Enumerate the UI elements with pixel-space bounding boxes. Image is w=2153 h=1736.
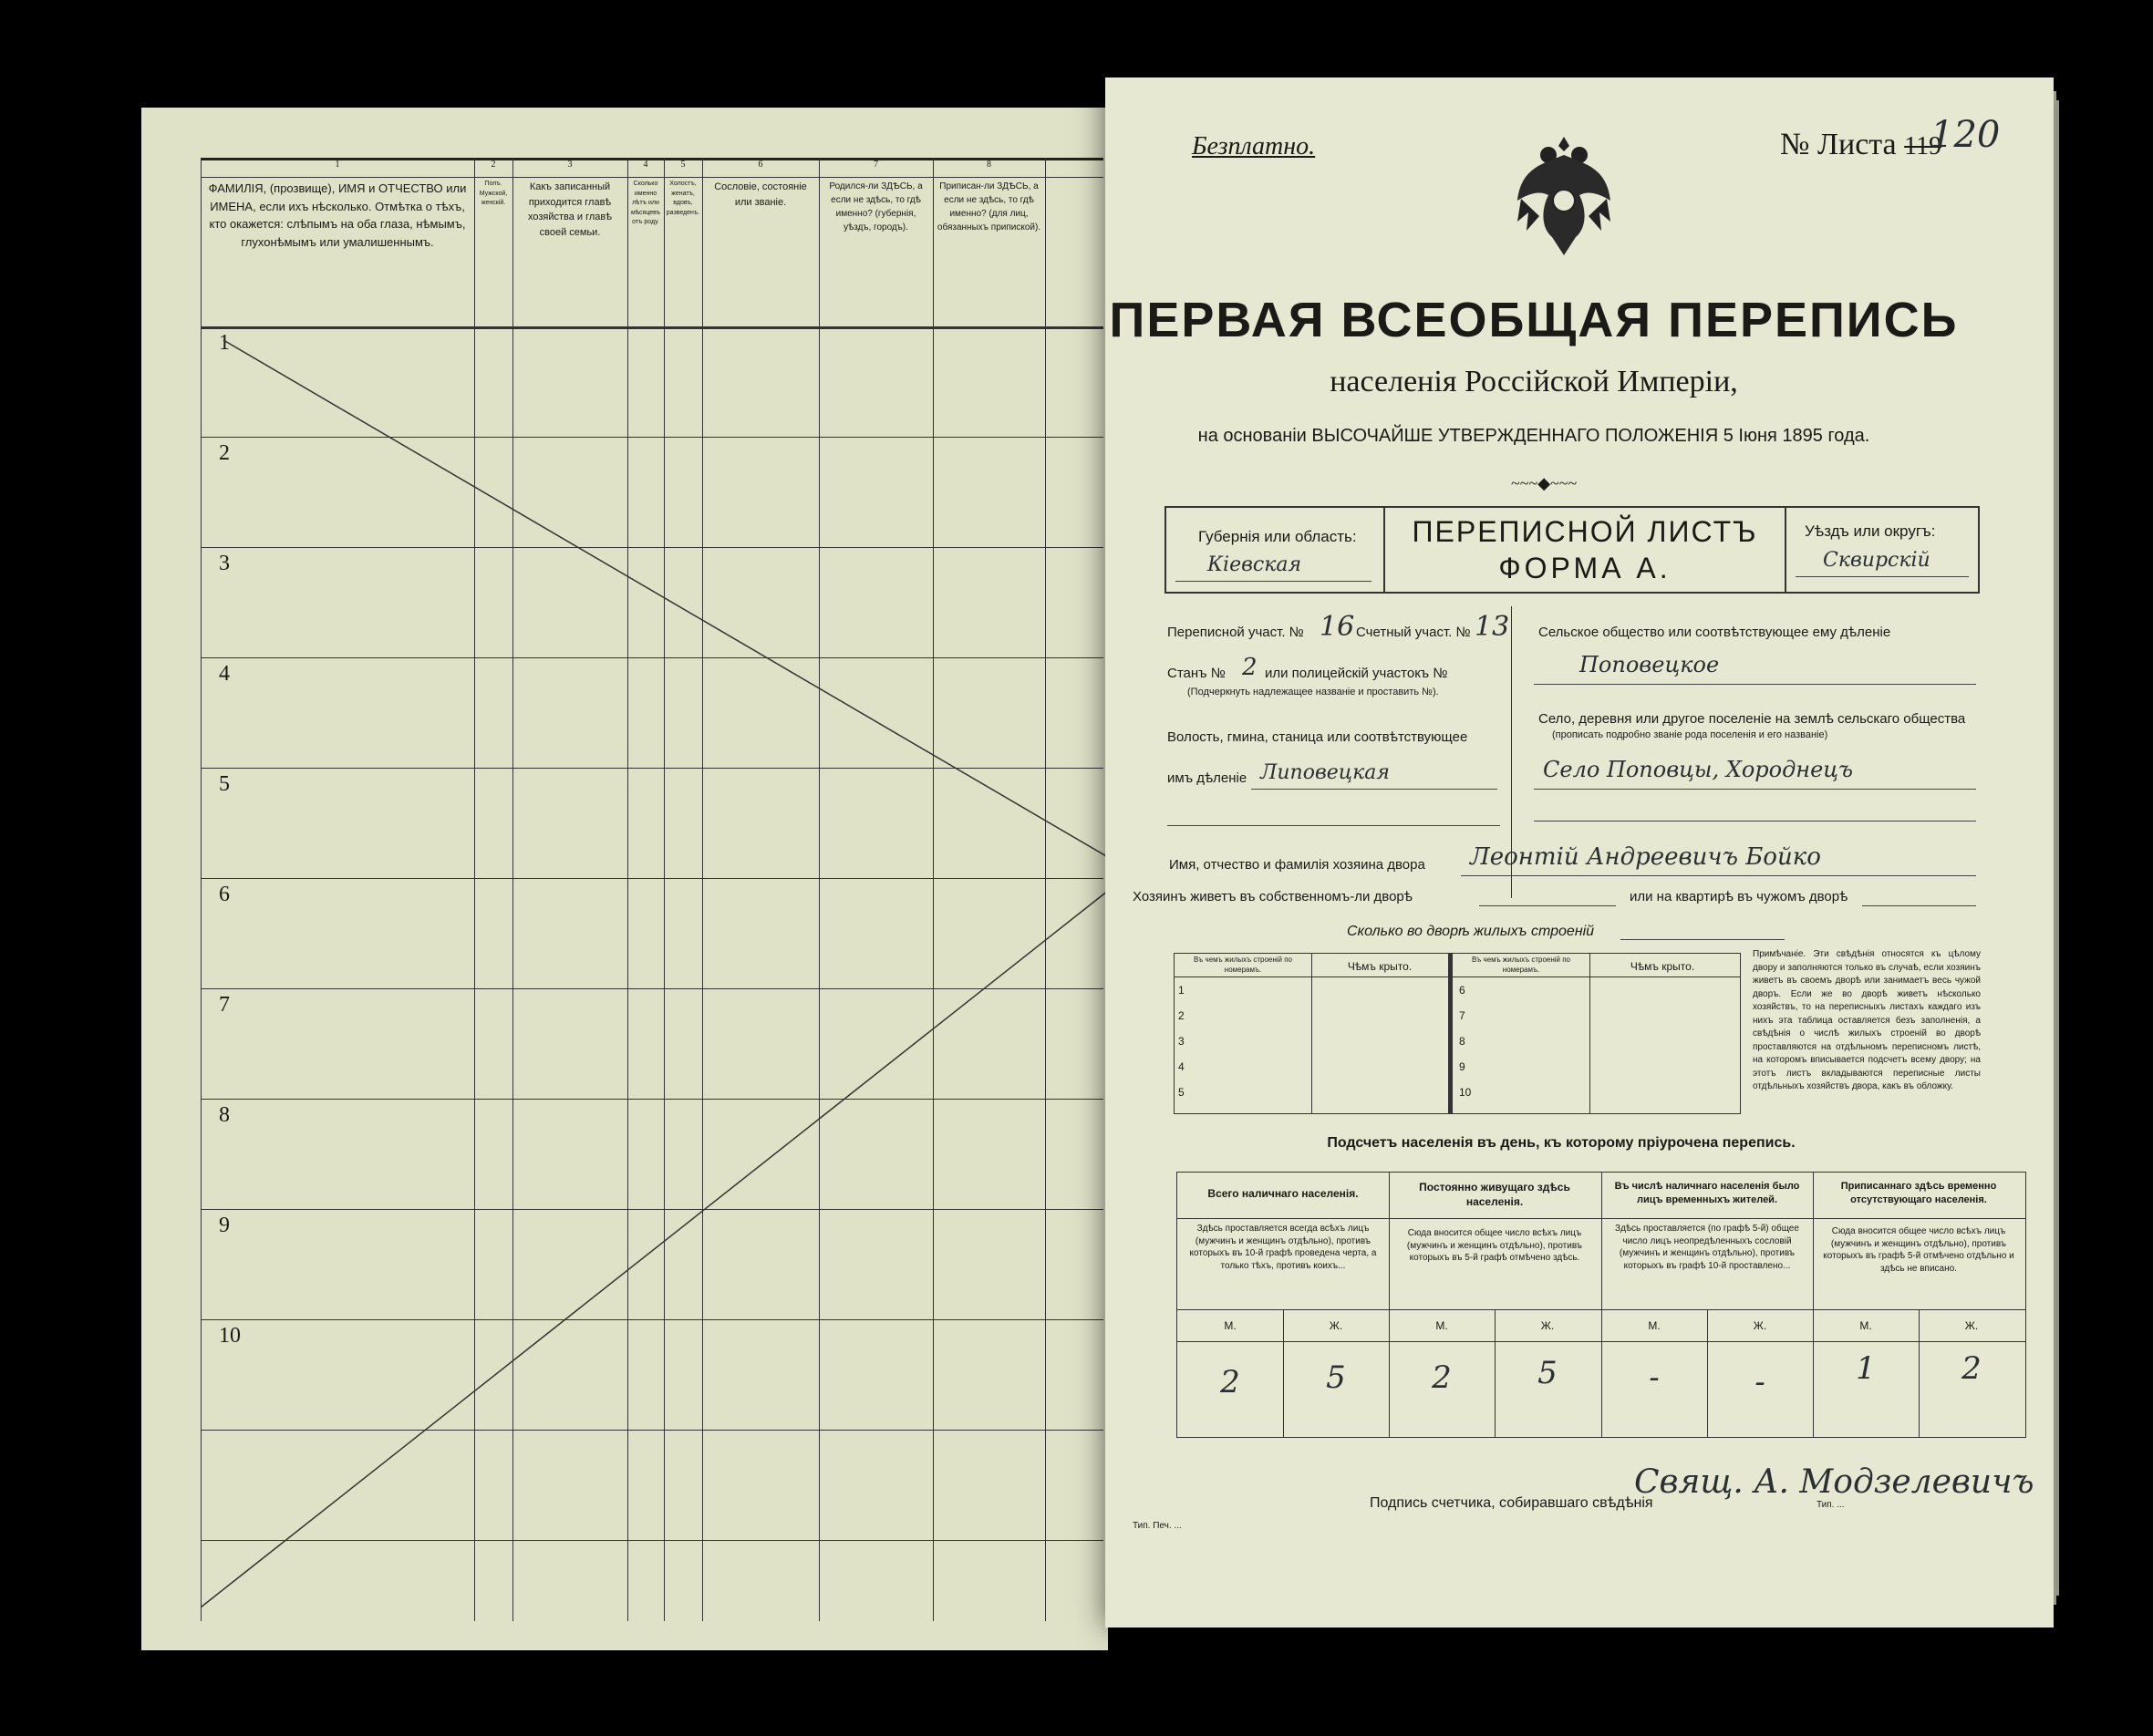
count-value: 2 [1220,1364,1240,1400]
form-title [1385,508,1785,592]
double-headed-eagle-icon [1514,128,1614,264]
count-desc: Сюда вносится общее число всѣхъ лицъ (мужчинъ и женщинъ отдѣльно), противъ которыхъ въ 5-й графѣ отмѣчено здѣсь. [1406,1228,1583,1263]
selo-value: Село Поповцы, Хороднецъ [1543,757,1854,782]
count-title: Подсчетъ населенія въ день, къ которому пріурочена перепись. [1327,1135,1796,1151]
lives-rent-label: или на квартирѣ въ чужомъ дворѣ [1630,889,1848,904]
footer-printer-left: Тип. Печ. ... [1133,1521,1182,1531]
form-title-line2: ФОРМА А. [1498,552,1672,584]
uezd-label: Уѣздъ или округъ: [1805,522,1936,540]
schetny-label: Счетный участ. № [1356,625,1471,640]
sex-m-label: М. [1648,1319,1661,1332]
underline-note: (Подчеркнуть надлежащее названіе и проставить №). [1187,687,1439,698]
sex-m-label: М. [1435,1319,1448,1332]
column-header-registration: Приписан-ли ЗДѢСЬ, а если не здѣсь, то гдѣ именно? (для лиц, обязанныхъ припиской). [937,181,1041,232]
count-head-absent: Приписаннаго здѣсь временно отсутствующаго населенія. [1840,1181,1997,1205]
household-members-table [201,158,1103,1621]
selo-label: Село, деревня или другое поселеніе на землѣ сельскаго общества [1538,711,1966,727]
column-number: 2 [491,160,496,170]
census-subtitle: населенія Россійской Имперіи, [1330,365,1738,398]
count-head-permanent: Постоянно живущаго здѣсь населенія. [1419,1181,1570,1209]
sex-m-label: М. [1859,1319,1872,1332]
column-header-relation: Какъ записанный приходится главѣ хозяйства и главѣ своей семьи. [527,181,613,238]
row-number: 5 [219,772,230,796]
column-number: 8 [987,160,991,170]
count-desc: Здѣсь проставляется (по графѣ 5-й) общее число лицъ неопредѣленныхъ сословій (мужчинъ и женщинъ отдѣльно), противъ которыхъ въ графѣ 10-й проставлено... [1615,1224,1799,1271]
count-head-total: Всего наличнаго населенія. [1207,1187,1359,1200]
sex-m-label: М. [1224,1319,1237,1332]
bt-row-number: 3 [1178,1035,1185,1048]
row-number: 1 [219,331,230,355]
count-desc: Здѣсь проставляется всегда всѣхъ лицъ (мужчинъ и женщинъ отдѣльно), противъ которыхъ въ 10-й графѣ проведена черта, а только тѣхъ, противъ коихъ... [1189,1224,1377,1271]
perepisnoy-value: 16 [1320,611,1355,643]
sheet-number-handwritten: 120 [1930,114,2001,156]
free-label: Безплатно. [1192,132,1316,160]
row-number: 10 [219,1324,241,1348]
count-value: 5 [1326,1359,1346,1396]
census-title: ПЕРВАЯ ВСЕОБЩАЯ ПЕРЕПИСЬ [1109,293,1959,347]
buildings-note: Примѣчаніе. Эти свѣдѣнія относятся къ цѣлому двору и заполняются только въ случаѣ, если хозяинъ живетъ въ своемъ дворѣ или занимаетъ весь чужой дворъ. Если же во дворѣ живетъ нѣсколько хозяйствъ, то на переписныхъ листахъ каждаго изъ нихъ эта таблица оставляется безъ заполненія, а свѣдѣнія о числѣ жилыхъ строеній во дворѣ проставляются на отдѣльномъ переписномъ листѣ, на которомъ вписывается подсчетъ всему двору; на этотъ листъ вкладываются переписные листы отдѣльныхъ хозяйствъ двора, какъ въ обложку. [1753,949,1981,1091]
bt-row-number: 6 [1459,984,1465,997]
perepisnoy-label: Переписной участ. № [1167,625,1304,640]
bt-head-roof: Чѣмъ крыто. [1347,960,1413,973]
column-header-birthplace: Родился-ли ЗДѢСЬ, а если не здѣсь, то гдѣ именно? (губернія, уѣздъ, городъ). [829,181,923,232]
volost-label: Волость, гмина, станица или соотвѣтствующее [1167,729,1468,745]
left-page [141,108,1108,1650]
buildings-table [1174,953,1741,1114]
buildings-label: Сколько во дворѣ жилыхъ строеній [1347,924,1595,939]
gubernia-value: Кіевская [1207,553,1302,576]
count-desc: Сюда вносится общее число всѣхъ лицъ (мужчинъ и женщинъ отдѣльно), противъ которыхъ въ графѣ 5-й отмѣчено отдѣльно и здѣсь не вписано. [1823,1226,2014,1274]
bt-head-number: Въ чемъ жилыхъ строеній по номерамъ. [1193,956,1293,974]
bt-row-number: 4 [1178,1060,1185,1073]
population-count-table [1176,1172,2026,1438]
row-number: 4 [219,662,230,686]
bt-row-number: 9 [1459,1060,1465,1073]
column-number: 7 [874,160,878,170]
column-header-name: ФАМИЛІЯ, (прозвище), ИМЯ и ОТЧЕСТВО или ИМЕНА, если ихъ нѣсколько. Отмѣтка о тѣхъ, кто окажется: слѣпымъ на оба глаза, нѣмымъ, глухонѣмымъ или умалишеннымъ. [208,181,467,249]
bt-row-number: 5 [1178,1086,1185,1099]
bt-head-roof: Чѣмъ крыто. [1630,960,1695,973]
column-number: 3 [567,160,573,170]
column-header-age: Сколько именно лѣтъ или мѣсяцевъ отъ роду. [630,181,661,225]
column-number: 1 [335,160,340,170]
count-value: 2 [1432,1359,1452,1396]
signature-value: Свящ. А. Модзелевичъ [1634,1463,2034,1501]
column-number: 5 [680,160,686,170]
stan-label: Станъ № [1167,666,1226,681]
column-number: 6 [758,160,763,170]
count-value: 2 [1962,1350,1982,1387]
census-basis: на основаніи ВЫСОЧАЙШЕ УТВЕРЖДЕННАГО ПОЛОЖЕНІЯ 5 Іюня 1895 года. [1197,426,1870,446]
selo-note: (прописать подробно званіе рода поселенія и его названіе) [1552,729,1828,740]
volost-value: Липовецкая [1260,761,1390,784]
cross-out-lines [201,158,1113,1621]
owner-value: Леонтій Андреевичъ Бойко [1470,843,1821,871]
row-number: 9 [219,1214,230,1237]
column-number: 4 [643,160,648,170]
lives-own-label: Хозяинъ живетъ въ собственномъ-ли дворѣ [1133,889,1413,904]
row-number: 6 [219,883,230,906]
selskoe-value: Поповецкое [1579,652,1720,677]
count-value: - [1649,1359,1660,1396]
count-head-temporary: Въ числѣ наличнаго населенія было лицъ временныхъ жителей. [1614,1181,1800,1205]
column-header-estate: Сословіе, состояніе или званіе. [714,181,807,208]
signature-label: Подпись счетчика, собиравшаго свѣдѣнія [1370,1495,1653,1511]
sheet-number-crossed: 119 [1904,132,1942,160]
sheet-number-label: № Листа 119 [1780,128,1942,161]
row-number: 7 [219,993,230,1017]
form-header-box [1164,506,1980,594]
bt-head-number: Въ чемъ жилыхъ строеній по номерамъ. [1471,956,1571,974]
volost-label-2: имъ дѣленіе [1167,770,1247,786]
right-page [1105,78,2054,1628]
bt-row-number: 10 [1459,1086,1472,1099]
footer-printer-right: Тип. ... [1817,1500,1845,1510]
column-header-marital: Холостъ, женатъ, вдовъ, разведенъ. [666,181,700,216]
bt-row-number: 2 [1178,1009,1185,1022]
row-number: 2 [219,441,230,465]
row-number: 3 [219,552,230,575]
ornament-divider: ~~~◆~~~ [1511,474,1578,492]
bt-row-number: 8 [1459,1035,1465,1048]
sex-f-label: Ж. [1329,1319,1343,1332]
form-title-line1: ПЕРЕПИСНОЙ ЛИСТЪ [1412,515,1758,548]
count-value: 1 [1856,1350,1876,1387]
count-value: 5 [1537,1355,1558,1391]
sex-f-label: Ж. [1753,1319,1767,1332]
bt-row-number: 1 [1178,984,1185,997]
count-value: - [1754,1364,1765,1400]
police-label: или полицейскій участокъ № [1265,666,1448,681]
stan-value: 2 [1242,654,1258,681]
schetny-value: 13 [1475,611,1510,643]
owner-label: Имя, отчество и фамилія хозяина двора [1169,857,1425,873]
sex-f-label: Ж. [1964,1319,1979,1332]
uezd-value: Сквирскій [1823,549,1930,572]
gubernia-label: Губернія или область: [1198,528,1357,545]
column-header-sex: Полъ. Мужской, женскій. [479,181,508,206]
row-number: 8 [219,1103,230,1127]
bt-row-number: 7 [1459,1009,1465,1022]
selskoe-label: Сельское общество или соотвѣтствующее ему дѣленіе [1538,625,1891,640]
sex-f-label: Ж. [1540,1319,1555,1332]
